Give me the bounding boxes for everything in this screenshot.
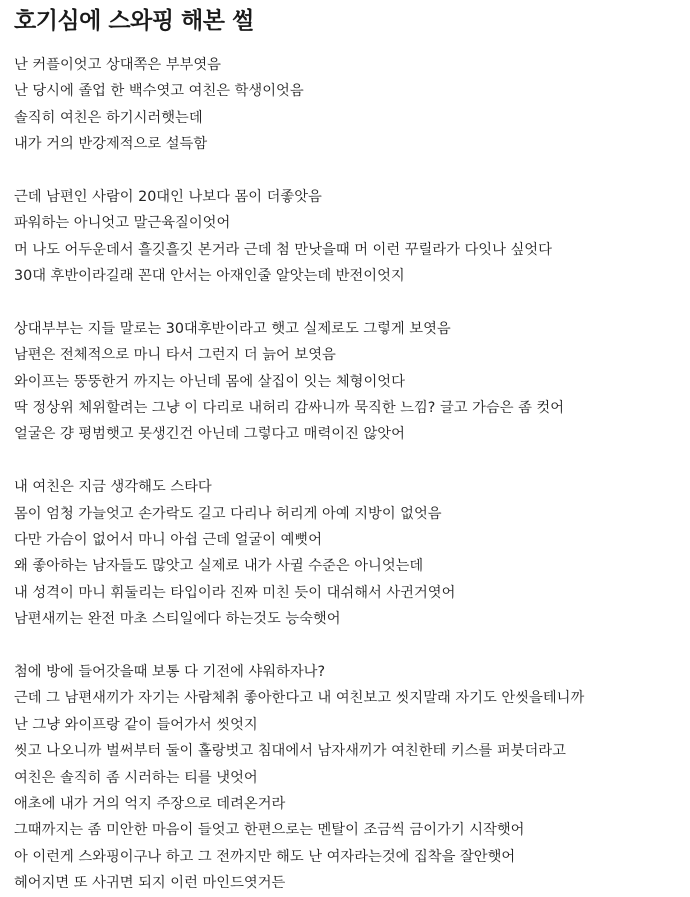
paragraph-gap <box>14 158 684 184</box>
text-line: 내가 거의 반강제적으로 설득함 <box>14 136 208 153</box>
text-line: 근데 그 남편새끼가 자기는 사람체취 좋아한다고 내 여친보고 씻지말래 자기도 안씻을테니까 <box>14 690 585 707</box>
text-line: 첨에 방에 들어갓을때 보통 다 기전에 샤워하자나? <box>14 663 326 680</box>
text-line: 그때까지는 좀 미안한 마음이 들엇고 한편으로는 멘탈이 조금씩 금이가기 시작햇어 <box>14 822 525 839</box>
text-line: 내 여친은 지금 생각해도 스타다 <box>14 479 212 496</box>
text-line: 난 그냥 와이프랑 같이 들어가서 씻엇지 <box>14 716 258 733</box>
paragraph-2 <box>14 184 684 290</box>
text-line: 애초에 내가 거의 억지 주장으로 데려온거라 <box>14 795 286 812</box>
text-line: 아 이런게 스와핑이구나 하고 그 전까지만 해도 난 여자라는것에 집착을 잘안햇어 <box>14 848 516 865</box>
text-line: 여친은 솔직히 좀 시러하는 티를 냇엇어 <box>14 769 258 786</box>
paragraph-4 <box>14 474 684 632</box>
paragraph-gap <box>14 448 684 474</box>
text-line: 남편새끼는 완전 마초 스티일에다 하는것도 능숙햇어 <box>14 611 341 628</box>
text-line: 난 커플이엇고 상대쪽은 부부엿음 <box>14 57 221 73</box>
paragraph-gap <box>14 633 684 659</box>
text-line: 내 성격이 마니 휘둘리는 타입이라 진짜 미친 듯이 대쉬해서 사귄거엿어 <box>14 584 456 601</box>
paragraph-gap <box>14 290 684 316</box>
paragraph-3 <box>14 316 684 448</box>
text-line: 머 나도 어두운데서 흘깃흘깃 본거라 근데 첨 만낫을때 머 이런 꾸릴라가 다잇나 싶엇다 <box>14 241 552 258</box>
paragraph-5 <box>14 659 684 897</box>
text-line: 파워하는 아니엇고 말근육질이엇어 <box>14 215 231 232</box>
text-line: 와이프는 뚱뚱한거 까지는 아닌데 몸에 살집이 잇는 체형이엇다 <box>14 373 405 390</box>
text-line: 근데 남편인 사람이 20대인 나보다 몸이 더좋앗음 <box>14 188 322 205</box>
post-title: 호기심에 스와핑 해본 썰 <box>14 8 254 34</box>
text-line: 왜 좋아하는 남자들도 많앗고 실제로 내가 사귈 수준은 아니엇는데 <box>14 558 424 575</box>
text-line: 솔직히 여친은 하기시러햇는데 <box>14 109 203 126</box>
paragraph-1 <box>14 52 684 158</box>
text-line: 헤어지면 또 사귀면 되지 이런 마인드엿거든 <box>14 875 286 892</box>
text-line: 얼굴은 걍 평범햇고 못생긴건 아닌데 그렇다고 매력이진 않앗어 <box>14 426 405 443</box>
text-line: 씻고 나오니까 벌써부터 둘이 홀랑벗고 침대에서 남자새끼가 여친한테 키스를 퍼붓더라고 <box>14 743 566 760</box>
text-line: 30대 후반이라길래 꼰대 안서는 아재인줄 알앗는데 반전이엇지 <box>14 268 405 285</box>
text-line: 딱 정상위 체위할려는 그냥 이 다리로 내허리 감싸니까 묵직한 느낌? 글고 가슴은 좀 컷어 <box>14 400 565 417</box>
text-line: 다만 가슴이 없어서 마니 아쉽 근데 얼굴이 예뻣어 <box>14 532 323 549</box>
text-line: 난 당시에 졸업 한 백수엿고 여친은 학생이엇음 <box>14 83 304 100</box>
text-line: 몸이 엄청 가늘엇고 손가락도 길고 다리나 허리게 아예 지방이 없엇음 <box>14 505 442 522</box>
text-line: 상대부부는 지들 말로는 30대후반이라고 햇고 실제로도 그렇게 보엿음 <box>14 320 451 337</box>
post-body <box>14 52 684 897</box>
text-line: 남편은 전체적으로 마니 타서 그런지 더 늙어 보엿음 <box>14 347 336 364</box>
